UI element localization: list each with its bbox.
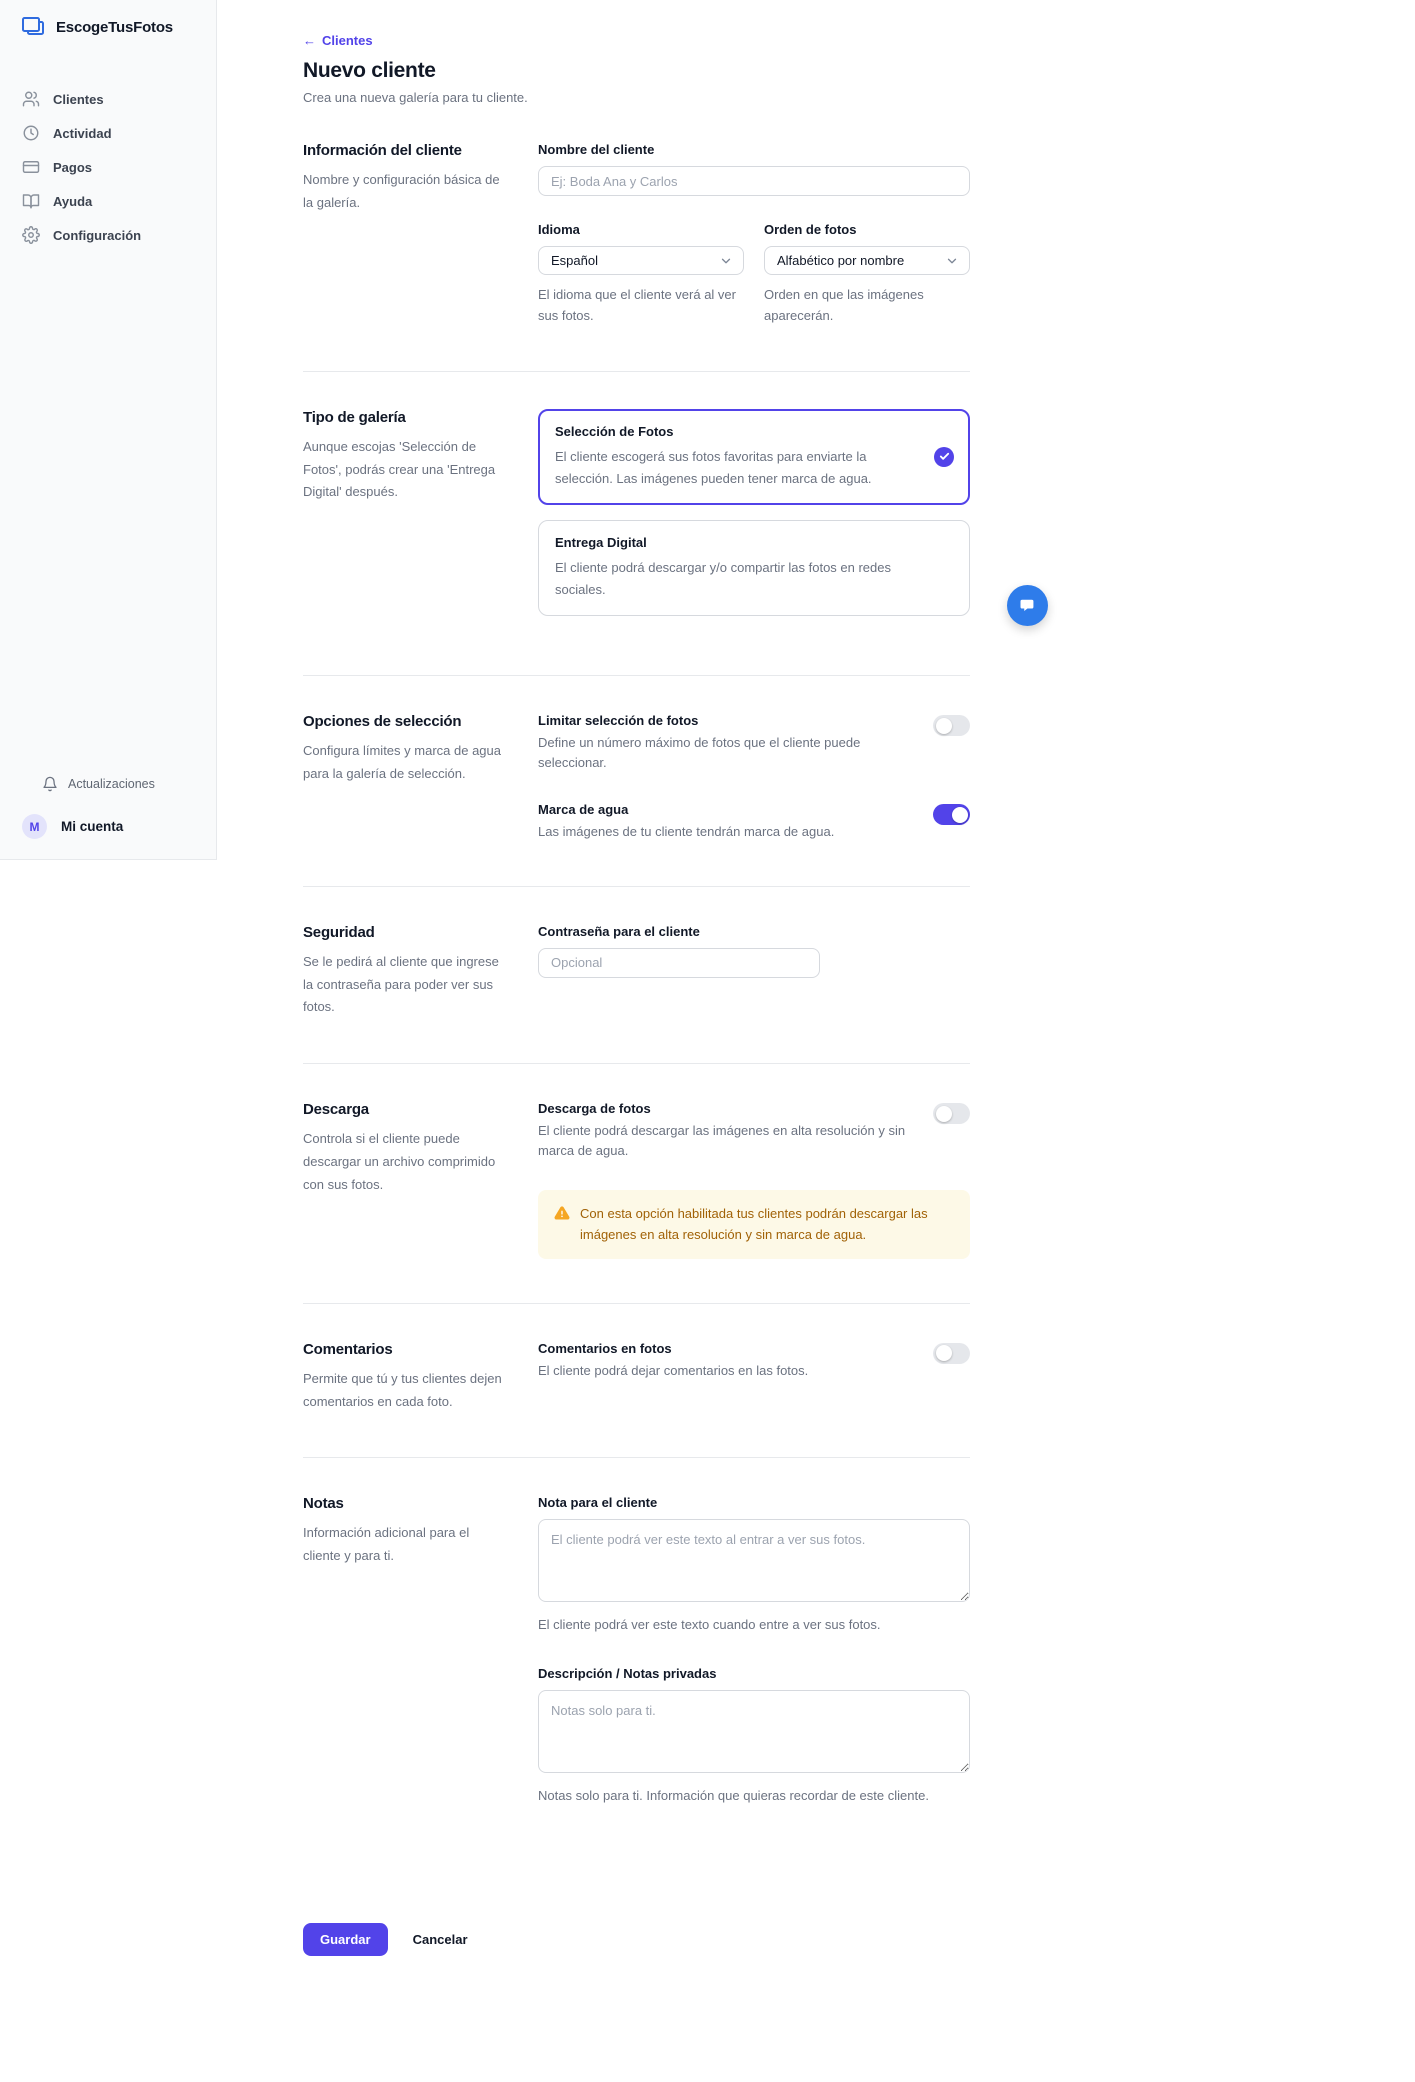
section-notes bbox=[303, 1458, 970, 1850]
account-label: Mi cuenta bbox=[61, 819, 124, 834]
language-field bbox=[538, 222, 744, 327]
back-link-label: Clientes bbox=[322, 33, 373, 48]
client-name-label: Nombre del cliente bbox=[538, 142, 655, 157]
warning-icon bbox=[554, 1205, 570, 1221]
private-note-textarea[interactable] bbox=[538, 1690, 970, 1773]
watermark-row bbox=[538, 802, 970, 842]
language-select-value: Español bbox=[551, 253, 598, 268]
limit-selection-label: Limitar selección de fotos bbox=[538, 713, 699, 729]
toggle-text bbox=[538, 1101, 917, 1160]
clock-icon bbox=[22, 124, 40, 142]
watermark-description: Las imágenes de tu cliente tendrán marca de agua. bbox=[538, 824, 835, 840]
photo-order-field bbox=[764, 222, 970, 327]
sidebar-item-label: Ayuda bbox=[53, 193, 93, 209]
private-note-help: Notas solo para ti. Información que quieras recordar de este cliente. bbox=[538, 1787, 929, 1803]
section-info-column bbox=[303, 1341, 510, 1414]
section-title: Opciones de selección bbox=[303, 713, 462, 731]
section-selection-options bbox=[303, 676, 970, 887]
option-title: Selección de Fotos bbox=[555, 423, 674, 439]
client-note-textarea[interactable] bbox=[538, 1519, 970, 1602]
section-description: Configura límites y marca de agua para la galería de selección. bbox=[303, 743, 501, 781]
download-toggle[interactable] bbox=[933, 1103, 970, 1124]
section-info-column bbox=[303, 713, 510, 842]
chat-fab-button[interactable] bbox=[1007, 585, 1048, 626]
updates-link[interactable] bbox=[0, 768, 216, 806]
language-select[interactable] bbox=[538, 246, 744, 275]
comments-toggle[interactable] bbox=[933, 1343, 970, 1364]
section-fields-column bbox=[538, 1495, 970, 1806]
section-description: Permite que tú y tus clientes dejen comentarios en cada foto. bbox=[303, 1370, 502, 1409]
section-fields-column bbox=[538, 409, 970, 631]
language-help: El idioma que el cliente verá al ver sus fotos. bbox=[538, 287, 736, 324]
option-title: Entrega Digital bbox=[555, 535, 647, 551]
section-fields-column bbox=[538, 713, 970, 842]
updates-label: Actualizaciones bbox=[68, 777, 155, 791]
section-info-column bbox=[303, 409, 510, 631]
section-description: Aunque escojas 'Selección de Fotos', podrás crear una 'Entrega Digital' después. bbox=[303, 438, 496, 500]
main-content bbox=[303, 0, 970, 2016]
sidebar-bottom bbox=[0, 768, 216, 847]
credit-card-icon bbox=[22, 158, 40, 176]
comments-description: El cliente podrá dejar comentarios en las fotos. bbox=[538, 1362, 809, 1378]
limit-selection-description: Define un número máximo de fotos que el cliente puede seleccionar. bbox=[538, 735, 861, 770]
toggle-text bbox=[538, 802, 917, 842]
section-title: Notas bbox=[303, 1495, 344, 1513]
sidebar-nav bbox=[0, 82, 216, 252]
sidebar-item-configuracion[interactable] bbox=[0, 218, 216, 252]
gallery-type-option-entrega[interactable] bbox=[538, 520, 970, 616]
section-fields-column bbox=[538, 1101, 970, 1259]
section-info-column bbox=[303, 1101, 510, 1259]
section-title: Tipo de galería bbox=[303, 408, 406, 426]
account-link[interactable] bbox=[0, 806, 216, 847]
back-to-clients-link[interactable] bbox=[303, 33, 373, 48]
comments-row bbox=[538, 1341, 970, 1381]
photo-order-select-value: Alfabético por nombre bbox=[777, 253, 905, 268]
download-description: El cliente podrá descargar las imágenes en alta resolución y sin marca de agua. bbox=[538, 1123, 906, 1158]
sidebar-item-ayuda[interactable] bbox=[0, 184, 216, 218]
section-title: Comentarios bbox=[303, 1340, 393, 1358]
section-title: Seguridad bbox=[303, 923, 375, 941]
toggle-text bbox=[538, 1341, 917, 1381]
section-fields-column bbox=[538, 1341, 970, 1414]
section-info-column bbox=[303, 924, 510, 1019]
toggle-text bbox=[538, 713, 917, 772]
toggle-knob bbox=[952, 807, 968, 823]
limit-selection-row bbox=[538, 713, 970, 772]
gallery-type-option-seleccion[interactable] bbox=[538, 409, 970, 505]
gear-icon bbox=[22, 226, 40, 244]
section-info-column bbox=[303, 142, 510, 327]
toggle-knob bbox=[936, 718, 952, 734]
bell-icon bbox=[42, 776, 58, 792]
warning-text: Con esta opción habilitada tus clientes podrán descargar las imágenes en alta resolución y sin marca de agua. bbox=[580, 1206, 928, 1243]
client-password-input[interactable] bbox=[538, 948, 820, 978]
option-description: El cliente podrá descargar y/o compartir las fotos en redes sociales. bbox=[555, 560, 892, 598]
download-row bbox=[538, 1101, 970, 1160]
section-download bbox=[303, 1064, 970, 1304]
private-note-label: Descripción / Notas privadas bbox=[538, 1665, 717, 1681]
brand[interactable] bbox=[0, 0, 216, 54]
sidebar-item-label: Actividad bbox=[53, 125, 112, 141]
page-subtitle: Crea una nueva galería para tu cliente. bbox=[303, 90, 528, 105]
sidebar-item-label: Pagos bbox=[53, 159, 93, 175]
watermark-label: Marca de agua bbox=[538, 802, 629, 818]
watermark-toggle[interactable] bbox=[933, 804, 970, 825]
avatar: M bbox=[22, 814, 47, 839]
photo-order-label: Orden de fotos bbox=[764, 222, 857, 237]
download-label: Descarga de fotos bbox=[538, 1101, 651, 1116]
section-title: Información del cliente bbox=[303, 142, 462, 159]
check-circle-icon bbox=[934, 447, 954, 467]
users-icon bbox=[22, 90, 40, 108]
form-actions bbox=[303, 1923, 970, 2016]
sidebar-item-pagos[interactable] bbox=[0, 150, 216, 184]
section-description: Información adicional para el cliente y para ti. bbox=[303, 1525, 470, 1564]
app-logo-icon bbox=[20, 15, 46, 39]
chevron-down-icon bbox=[719, 254, 733, 268]
sidebar-item-clientes[interactable] bbox=[0, 82, 216, 116]
language-order-row bbox=[538, 222, 970, 327]
section-fields-column bbox=[538, 142, 970, 327]
section-description: Controla si el cliente puede descargar un archivo comprimido con sus fotos. bbox=[303, 1131, 496, 1192]
section-description: Nombre y configuración básica de la galería. bbox=[303, 172, 500, 210]
chevron-down-icon bbox=[945, 254, 959, 268]
section-client-info bbox=[303, 105, 970, 372]
sidebar bbox=[0, 0, 217, 860]
sidebar-item-label: Clientes bbox=[53, 91, 104, 107]
section-fields-column bbox=[538, 924, 970, 1019]
section-info-column bbox=[303, 1495, 510, 1806]
client-name-input[interactable] bbox=[538, 166, 970, 196]
sidebar-item-label: Configuración bbox=[53, 227, 142, 243]
client-note-label: Nota para el cliente bbox=[538, 1495, 658, 1511]
client-note-help: El cliente podrá ver este texto cuando entre a ver sus fotos. bbox=[538, 1617, 881, 1633]
limit-selection-toggle[interactable] bbox=[933, 715, 970, 736]
cancel-button[interactable]: Cancelar bbox=[412, 1932, 468, 1948]
option-description: El cliente escogerá sus fotos favoritas para enviarte la selección. Las imágenes pueden tener marca de agua. bbox=[555, 448, 872, 486]
section-security bbox=[303, 887, 970, 1064]
save-button[interactable]: Guardar bbox=[303, 1923, 388, 1956]
private-note-group bbox=[538, 1666, 970, 1806]
page-title: Nuevo cliente bbox=[303, 59, 436, 82]
language-label: Idioma bbox=[538, 222, 580, 237]
chat-bubble-icon bbox=[1018, 596, 1038, 616]
section-title: Descarga bbox=[303, 1101, 369, 1118]
section-gallery-type bbox=[303, 372, 970, 676]
client-note-group bbox=[538, 1495, 970, 1635]
sidebar-item-actividad[interactable] bbox=[0, 116, 216, 150]
section-description: Se le pedirá al cliente que ingrese la contraseña para poder ver sus fotos. bbox=[303, 953, 499, 1015]
photo-order-select[interactable] bbox=[764, 246, 970, 275]
toggle-knob bbox=[936, 1106, 952, 1122]
toggle-knob bbox=[936, 1345, 952, 1361]
section-comments bbox=[303, 1304, 970, 1459]
book-icon bbox=[22, 192, 40, 210]
photo-order-help: Orden en que las imágenes aparecerán. bbox=[764, 287, 924, 324]
download-warning bbox=[538, 1190, 970, 1259]
password-label: Contraseña para el cliente bbox=[538, 923, 700, 939]
back-arrow-icon: ← bbox=[303, 33, 316, 48]
brand-name: EscogeTusFotos bbox=[56, 18, 173, 36]
comments-label: Comentarios en fotos bbox=[538, 1340, 672, 1356]
